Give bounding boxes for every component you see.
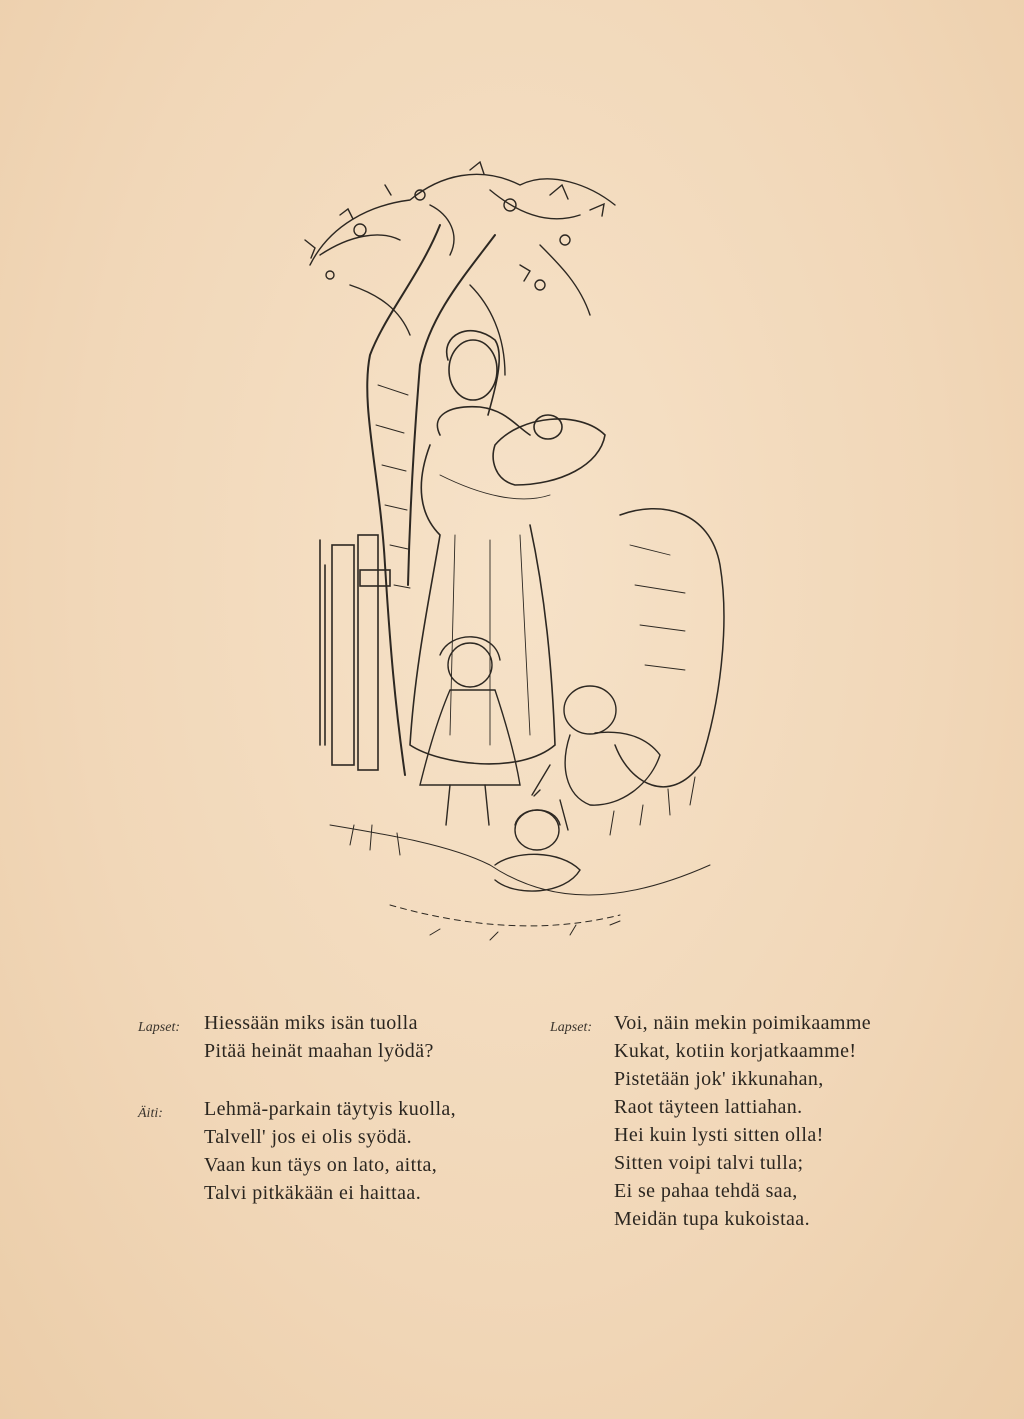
verse-line: Vaan kun täys on lato, aitta,: [204, 1154, 438, 1176]
engraving-illustration: [290, 145, 760, 945]
speaker-label: Äiti:: [138, 1106, 163, 1121]
speaker-label: Lapset:: [138, 1020, 180, 1035]
mother-figure: [410, 331, 605, 764]
toddler-figure: [532, 686, 660, 830]
verse-line: Meidän tupa kukoistaa.: [614, 1208, 810, 1230]
child-in-grass-figure: [495, 810, 580, 891]
verse-line: Talvi pitkäkään ei haittaa.: [204, 1182, 422, 1204]
verse-line: Pitää heinät maahan lyödä?: [204, 1040, 434, 1062]
verse-line: Ei se pahaa tehdä saa,: [614, 1180, 798, 1202]
verse-line: Sitten voipi talvi tulla;: [614, 1152, 804, 1174]
speaker-label: Lapset:: [550, 1020, 592, 1035]
tree-foliage: [305, 162, 615, 375]
verse-line: Talvell' jos ei olis syödä.: [204, 1126, 412, 1148]
verse-line: Pistetään jok' ikkunahan,: [614, 1068, 824, 1090]
verse-line: Raot täyteen lattiahan.: [614, 1096, 803, 1118]
girl-figure: [420, 637, 520, 825]
verse-line: Hiessään miks isän tuolla: [204, 1012, 418, 1034]
wooden-fence: [320, 535, 390, 770]
verse-line: Kukat, kotiin korjatkaamme!: [614, 1040, 857, 1062]
verse-line: Voi, näin mekin poimikaamme: [614, 1012, 872, 1034]
ground-grass: [330, 777, 710, 940]
verse-line: Lehmä-parkain täytyis kuolla,: [204, 1098, 457, 1120]
verse-line: Hei kuin lysti sitten olla!: [614, 1124, 824, 1146]
rock: [615, 509, 724, 787]
tree-trunk: [367, 225, 495, 775]
